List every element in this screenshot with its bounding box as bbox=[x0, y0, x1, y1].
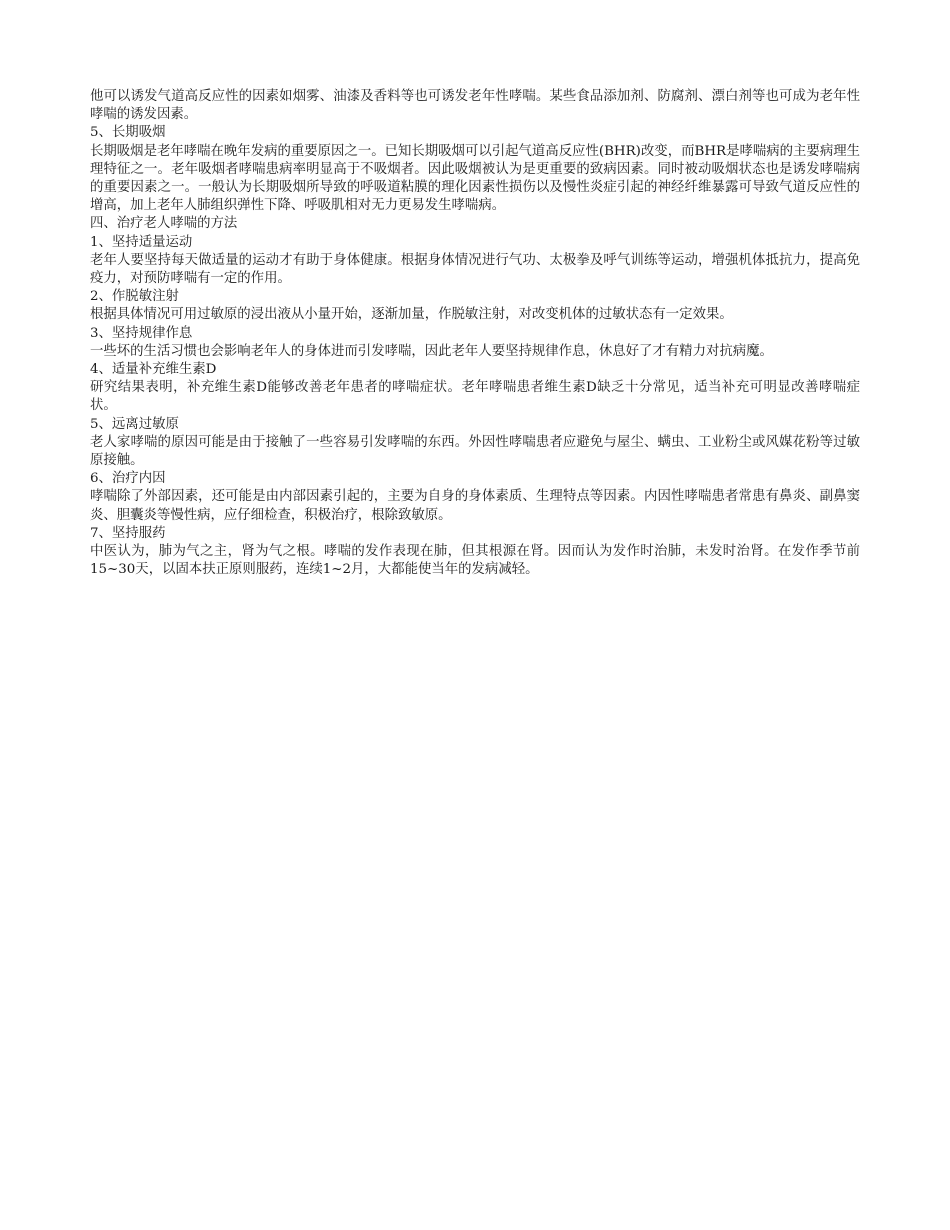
paragraph-intro-triggers: 他可以诱发气道高反应性的因素如烟雾、油漆及香料等也可诱发老年性哮喘。某些食品添加剂、防腐剂、漂白剂等也可成为老年性哮喘的诱发因素。 bbox=[90, 89, 860, 123]
heading-treat-internal-causes: 6、治疗内因 bbox=[90, 471, 166, 487]
heading-take-medicine: 7、坚持服药 bbox=[90, 525, 166, 541]
section-heading-treatment-methods: 四、治疗老人哮喘的方法 bbox=[90, 216, 238, 232]
heading-long-term-smoking: 5、长期吸烟 bbox=[90, 125, 166, 141]
heading-vitamin-d: 4、适量补充维生素D bbox=[90, 362, 217, 378]
heading-avoid-allergens: 5、远离过敏原 bbox=[90, 416, 179, 432]
heading-regular-routine: 3、坚持规律作息 bbox=[90, 325, 193, 341]
paragraph-regular-routine: 一些坏的生活习惯也会影响老年人的身体进而引发哮喘，因此老年人要坚持规律作息，休息好了才有精力对抗病魔。 bbox=[90, 343, 773, 359]
paragraph-desensitization-injection: 根据具体情况可用过敏原的浸出液从小量开始，逐渐加量，作脱敏注射，对改变机体的过敏状态有一定效果。 bbox=[90, 307, 733, 323]
paragraph-vitamin-d: 研究结果表明，补充维生素D能够改善老年患者的哮喘症状。老年哮喘患者维生素D缺乏十分常见，适当补充可明显改善哮喘症状。 bbox=[90, 380, 860, 414]
paragraph-avoid-allergens: 老人家哮喘的原因可能是由于接触了一些容易引发哮喘的东西。外因性哮喘患者应避免与屋尘、螨虫、工业粉尘或风媒花粉等过敏原接触。 bbox=[90, 434, 860, 469]
heading-desensitization-injection: 2、作脱敏注射 bbox=[90, 289, 179, 305]
heading-moderate-exercise: 1、坚持适量运动 bbox=[90, 234, 193, 250]
paragraph-take-medicine: 中医认为，肺为气之主，肾为气之根。哮喘的发作表现在肺，但其根源在肾。因而认为发作时治肺，未发时治肾。在发作季节前15~30天，以固本扶正原则服药，连续1~2月，大都能使当年的发病减轻。 bbox=[90, 544, 860, 578]
document-body bbox=[90, 88, 860, 579]
paragraph-treat-internal-causes: 哮喘除了外部因素，还可能是由内部因素引起的，主要为自身的身体素质、生理特点等因素。内因性哮喘患者常患有鼻炎、副鼻窦炎、胆囊炎等慢性病，应仔细检查，积极治疗，根除致敏原。 bbox=[90, 489, 860, 523]
paragraph-moderate-exercise: 老年人要坚持每天做适量的运动才有助于身体健康。根据身体情况进行气功、太极拳及呼气训练等运动，增强机体抵抗力，提高免疫力，对预防哮喘有一定的作用。 bbox=[90, 252, 860, 287]
paragraph-long-term-smoking: 长期吸烟是老年哮喘在晚年发病的重要原因之一。已知长期吸烟可以引起气道高反应性(BHR)改变，而BHR是哮喘病的主要病理生理特征之一。老年吸烟者哮喘患病率明显高于不吸烟者。因此吸烟被认为是更重要的致病因素。同时被动吸烟状态也是诱发哮喘病的重要因素之一。一般认为长期吸烟所导致的呼吸道粘膜的理化因素性损伤以及慢性炎症引起的神经纤维暴露可导致气道反应性的增高，加上老年人肺组织弹性下降、呼吸肌相对无力更易发生哮喘病。 bbox=[90, 143, 860, 214]
